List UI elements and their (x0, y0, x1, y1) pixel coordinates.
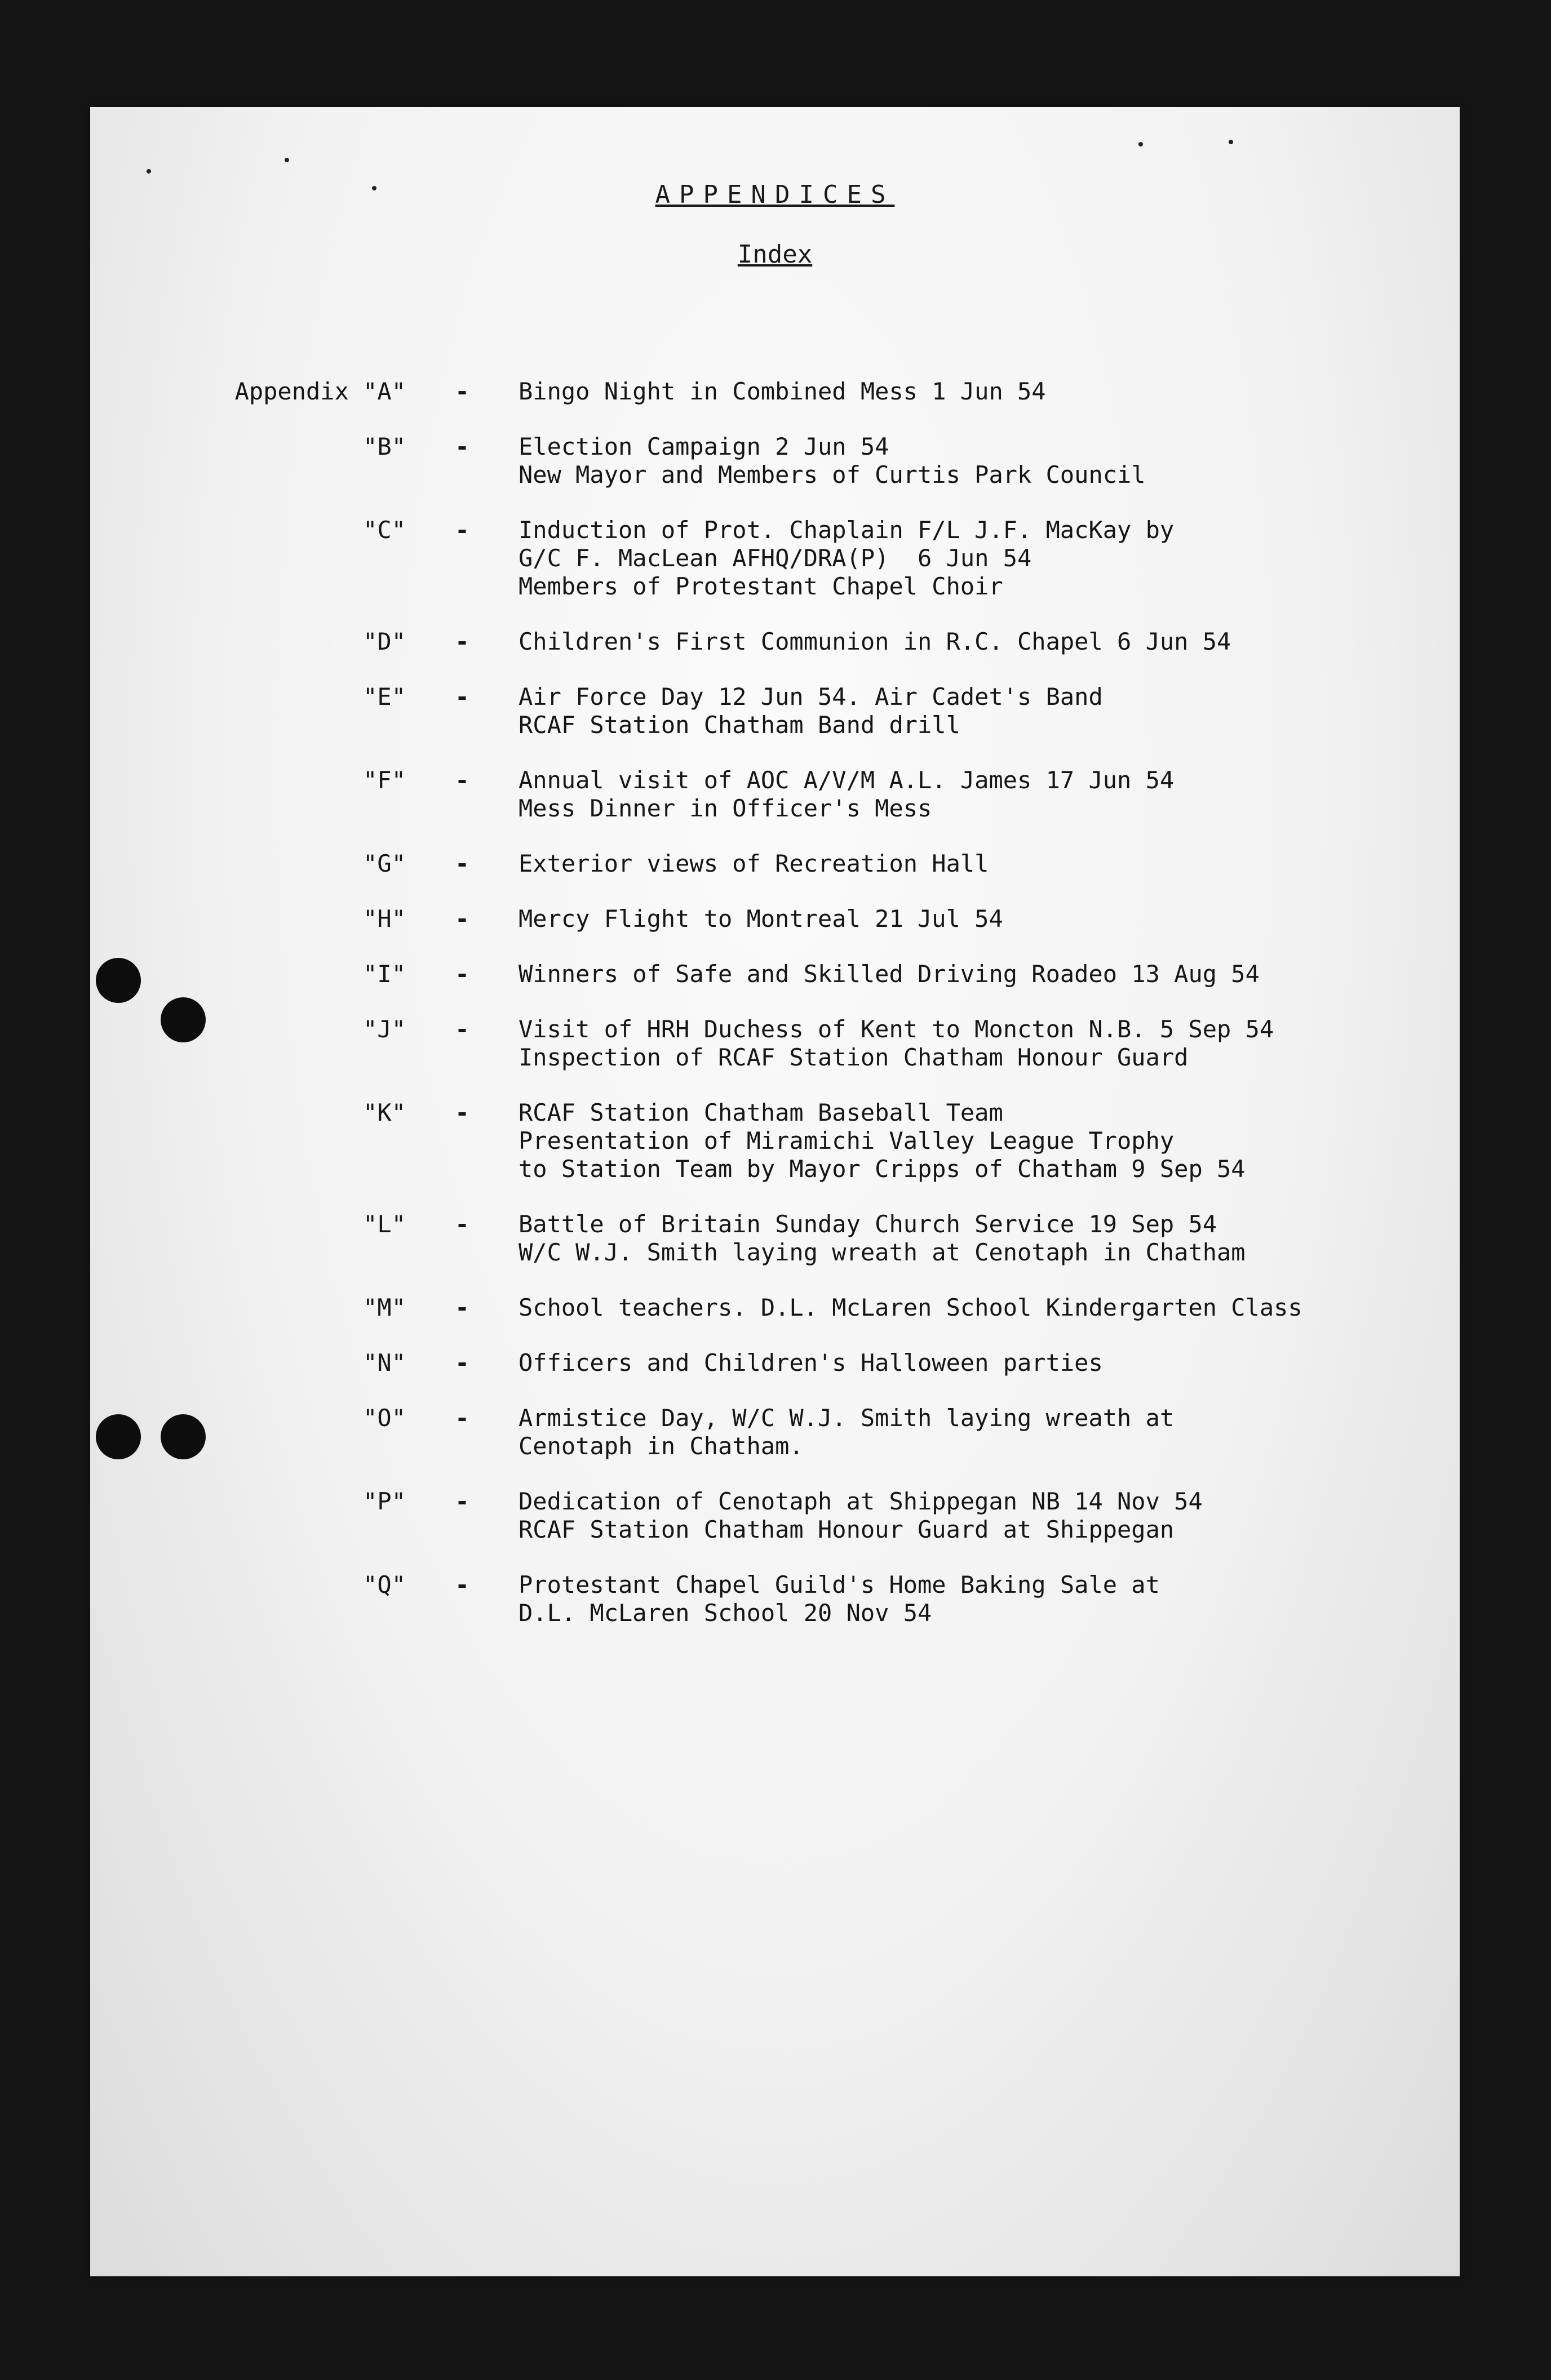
entry-label: "C" (363, 516, 406, 544)
entry-label: "B" (363, 433, 406, 460)
entry-line: to Station Team by Mayor Cripps of Chatham 9 Sep 54 (519, 1155, 1246, 1183)
entry-line: D.L. McLaren School 20 Nov 54 (519, 1599, 932, 1627)
entry-line: Dedication of Cenotaph at Shippegan NB 14 Nov 54 (519, 1488, 1203, 1515)
appendix-entry-l (90, 1210, 1460, 1267)
entry-line: Annual visit of AOC A/V/M A.L. James 17 Jun 54 (519, 766, 1175, 794)
appendix-entry-a (90, 378, 1460, 406)
entry-dash: - (455, 516, 469, 544)
appendix-index-list (90, 378, 1460, 1654)
page-subtitle: Index (737, 240, 813, 269)
document-page (90, 107, 1460, 2276)
entry-dash: - (455, 433, 469, 460)
entry-line: Officers and Children's Halloween parties (519, 1349, 1103, 1377)
entry-line: Battle of Britain Sunday Church Service 19 Sep 54 (519, 1210, 1217, 1238)
entry-label: "L" (363, 1210, 406, 1238)
entry-label: "H" (363, 905, 406, 933)
entry-dash: - (455, 1349, 469, 1377)
entry-line: Bingo Night in Combined Mess 1 Jun 54 (519, 378, 1046, 405)
entry-line: Election Campaign 2 Jun 54 (519, 433, 889, 460)
entry-line: Induction of Prot. Chaplain F/L J.F. MacKay by (519, 516, 1175, 544)
punch-hole (161, 997, 206, 1042)
entry-line: Exterior views of Recreation Hall (519, 850, 989, 877)
appendix-entry-e (90, 683, 1460, 739)
appendix-entry-g (90, 850, 1460, 878)
appendix-entry-i (90, 960, 1460, 988)
page-title: APPENDICES (655, 180, 895, 209)
punch-hole (96, 958, 141, 1003)
entry-line: RCAF Station Chatham Baseball Team (519, 1099, 1003, 1126)
appendix-entry-q (90, 1571, 1460, 1627)
entry-label: "G" (363, 850, 406, 877)
entry-line: RCAF Station Chatham Honour Guard at Shippegan (519, 1516, 1175, 1543)
appendix-entry-k (90, 1099, 1460, 1183)
entry-line: Mercy Flight to Montreal 21 Jul 54 (519, 905, 1003, 933)
entry-line: Presentation of Miramichi Valley League Trophy (519, 1127, 1175, 1155)
entry-dash: - (455, 1099, 469, 1126)
appendix-entry-h (90, 905, 1460, 933)
entry-line: School teachers. D.L. McLaren School Kindergarten Class (519, 1294, 1302, 1321)
entry-dash: - (455, 960, 469, 988)
entry-line: W/C W.J. Smith laying wreath at Cenotaph in Chatham (519, 1238, 1246, 1266)
appendix-entry-o (90, 1404, 1460, 1460)
entry-dash: - (455, 1488, 469, 1515)
entry-line: New Mayor and Members of Curtis Park Council (519, 461, 1146, 489)
entry-line: Inspection of RCAF Station Chatham Honour Guard (519, 1044, 1189, 1071)
entry-dash: - (455, 1015, 469, 1043)
entry-label: Appendix "A" (234, 378, 406, 405)
entry-line: RCAF Station Chatham Band drill (519, 711, 960, 739)
entry-line: Members of Protestant Chapel Choir (519, 572, 1003, 600)
entry-line: Air Force Day 12 Jun 54. Air Cadet's Band (519, 683, 1103, 711)
entry-dash: - (455, 850, 469, 877)
entry-dash: - (455, 1210, 469, 1238)
appendix-entry-n (90, 1349, 1460, 1377)
entry-label: "N" (363, 1349, 406, 1377)
entry-label: "D" (363, 628, 406, 655)
entry-line: Mess Dinner in Officer's Mess (519, 794, 932, 822)
entry-label: "Q" (363, 1571, 406, 1598)
speck (1138, 142, 1143, 146)
entry-dash: - (455, 766, 469, 794)
entry-line: Winners of Safe and Skilled Driving Roadeo 13 Aug 54 (519, 960, 1260, 988)
speck (147, 169, 151, 174)
entry-label: "J" (363, 1015, 406, 1043)
entry-label: "M" (363, 1294, 406, 1321)
entry-dash: - (455, 378, 469, 405)
entry-label: "F" (363, 766, 406, 794)
appendix-entry-c (90, 516, 1460, 601)
entry-line: Children's First Communion in R.C. Chapel 6 Jun 54 (519, 628, 1231, 655)
appendix-entry-d (90, 628, 1460, 656)
entry-line: Armistice Day, W/C W.J. Smith laying wreath at (519, 1404, 1175, 1432)
speck (372, 186, 376, 190)
entry-line: G/C F. MacLean AFHQ/DRA(P) 6 Jun 54 (519, 544, 1032, 572)
speck (285, 158, 289, 162)
entry-dash: - (455, 1571, 469, 1598)
entry-label: "I" (363, 960, 406, 988)
punch-hole (96, 1414, 141, 1459)
appendix-entry-m (90, 1294, 1460, 1322)
entry-label: "E" (363, 683, 406, 711)
entry-label: "K" (363, 1099, 406, 1126)
entry-line: Visit of HRH Duchess of Kent to Moncton N.B. 5 Sep 54 (519, 1015, 1274, 1043)
entry-dash: - (455, 905, 469, 933)
entry-line: Cenotaph in Chatham. (519, 1432, 804, 1460)
entry-label: "P" (363, 1488, 406, 1515)
entry-dash: - (455, 1294, 469, 1321)
appendix-entry-b (90, 433, 1460, 489)
appendix-entry-f (90, 766, 1460, 823)
entry-dash: - (455, 683, 469, 711)
entry-line: Protestant Chapel Guild's Home Baking Sale at (519, 1571, 1160, 1598)
entry-dash: - (455, 628, 469, 655)
speck (1229, 140, 1233, 144)
punch-hole (161, 1414, 206, 1459)
entry-label: "O" (363, 1404, 406, 1432)
appendix-entry-j (90, 1015, 1460, 1072)
entry-dash: - (455, 1404, 469, 1432)
appendix-entry-p (90, 1488, 1460, 1544)
